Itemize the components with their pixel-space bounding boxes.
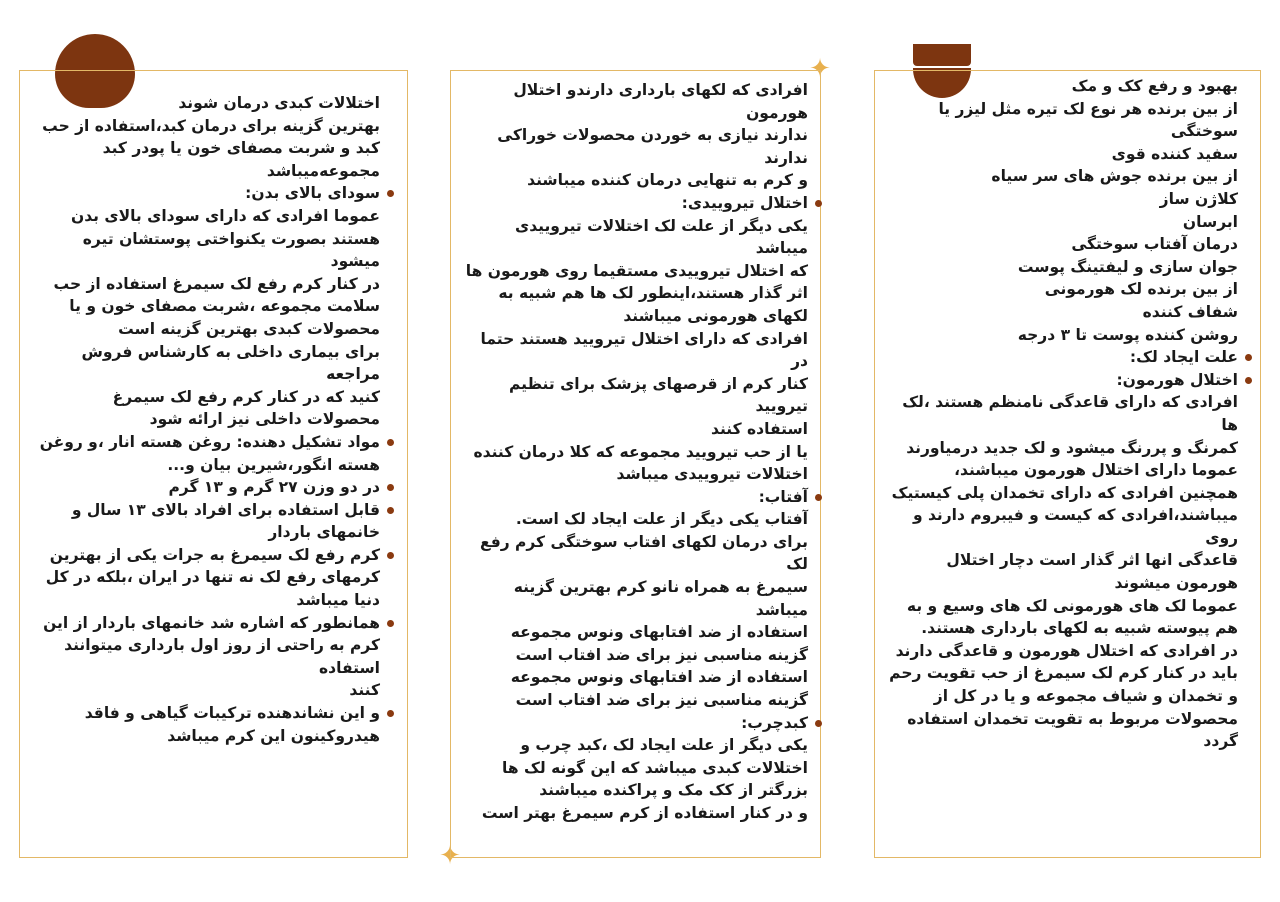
- section-heading-line: [885, 369, 1238, 392]
- line-text: دنیا میباشد: [296, 591, 380, 610]
- line-text: بزرگتر از کک مک و پراکنده میباشند: [539, 781, 808, 800]
- line-text: کرم رفع لک سیمرغ به جرات یکی از بهترین: [49, 545, 380, 564]
- text-line: [459, 508, 808, 531]
- text-line: [30, 634, 380, 679]
- line-text: سلامت مجموعه ،شربت مصفای خون و یا: [69, 297, 380, 316]
- text-line: [30, 454, 380, 477]
- section-heading: مواد تشکیل دهنده:: [236, 432, 380, 451]
- line-text: روغن هسته انار ،و روغن: [39, 432, 237, 451]
- text-line: [459, 260, 808, 283]
- text-line: [30, 612, 380, 635]
- text-line: [459, 734, 808, 757]
- line-text: در دو وزن ۲۷ گرم و ۱۳ گرم: [168, 478, 380, 497]
- text-line: [885, 549, 1238, 572]
- text-line: [459, 237, 808, 260]
- section-heading-line: [885, 346, 1238, 369]
- line-text: کبد و شربت مصفای خون یا پودر کبد: [102, 139, 380, 158]
- text-line: [459, 757, 808, 780]
- line-text: اختلالات تیروییدی میباشد: [616, 465, 808, 484]
- text-line: [30, 115, 380, 138]
- line-text: استفاده از ضد افتابهای ونوس مجموعه: [510, 668, 808, 687]
- line-text: همچنین افرادی که دارای تخمدان پلی کیستیک: [891, 483, 1238, 502]
- text-line: [30, 318, 380, 341]
- text-line: [885, 278, 1238, 301]
- line-text: یا از حب تیرویید مجموعه که کلا درمان کننده: [473, 442, 808, 461]
- line-text: همانطور که اشاره شد خانمهای باردار از این: [43, 613, 380, 632]
- text-line: [885, 120, 1238, 143]
- line-text: قابل استفاده برای افراد بالای ۱۳ سال و: [71, 500, 380, 519]
- line-text: ندارند نیازی به خوردن محصولات خوراکی ندارند: [497, 126, 808, 167]
- line-text: قاعدگی انها اثر گذار است دچار اختلال: [946, 551, 1238, 570]
- text-line: [30, 386, 380, 409]
- line-text: و در کنار استفاده از کرم سیمرغ بهتر است: [481, 804, 808, 822]
- line-text: استفاده کنند: [711, 419, 808, 438]
- text-line: [30, 341, 380, 386]
- sparkle-icon: ✦: [809, 54, 831, 84]
- line-text: کنید که در کنار کرم رفع لک سیمرغ: [112, 387, 380, 406]
- text-line: [459, 779, 808, 802]
- line-text: اختلالات کبدی میباشد که این گونه لک ها: [502, 758, 808, 777]
- text-line: [459, 531, 808, 576]
- line-text: بهترین گزینه برای درمان کبد،استفاده از حب: [42, 116, 380, 135]
- line-text: برای درمان لکهای افتاب سوختگی کرم رفع لک: [480, 532, 808, 574]
- line-text: محصولات کبدی بهترین گزینه است: [118, 319, 380, 338]
- text-line: [885, 640, 1238, 663]
- line-text: شفاف کننده: [1142, 302, 1238, 321]
- line-text: کلاژن ساز: [1159, 189, 1238, 208]
- line-text: خانمهای باردار: [268, 523, 380, 542]
- line-text: افرادی که دارای اختلال تیرویید هستند حتما در: [480, 329, 808, 371]
- line-text: اثر گذار هستند،اینطور لک ها هم شبیه به: [498, 284, 808, 303]
- line-text: محصولات داخلی نیز ارائه شود: [149, 410, 380, 429]
- section-heading: اختلال تیروییدی:: [681, 193, 808, 212]
- line-text: کرمهای رفع لک نه تنها در ایران ،بلکه در کل: [45, 568, 380, 587]
- line-text: از بین برنده هر نوع لک تیره مثل لیزر یا: [938, 99, 1238, 118]
- line-text: هم پیوسته شبیه به لکهای بارداری هستند.: [921, 619, 1238, 638]
- text-line: [459, 305, 808, 328]
- text-line: [30, 544, 380, 567]
- line-text: برای بیماری داخلی به کارشناس فروش مراجعه: [81, 342, 380, 384]
- right-column: [874, 70, 1261, 858]
- section-heading: علت ایجاد لک:: [1129, 348, 1238, 367]
- line-text: هورمون میشوند: [1114, 574, 1238, 593]
- line-text: سیمرغ به همراه نانو کرم بهترین گزینه میباشد: [513, 578, 808, 619]
- text-line: [885, 391, 1238, 436]
- text-line: [459, 666, 808, 689]
- line-text: و کرم به تنهایی درمان کننده میباشند: [527, 171, 808, 190]
- text-line: [459, 215, 808, 238]
- text-line: [885, 482, 1238, 505]
- section-heading-line: [30, 182, 380, 205]
- line-text: بهبود و رفع کک و مک: [1071, 77, 1238, 95]
- line-text: هستند بصورت یکنواختی پوستشان تیره میشود: [82, 229, 380, 271]
- text-line: [459, 418, 808, 441]
- line-text: هیدروکینون این کرم میباشد: [167, 726, 380, 745]
- text-line: [459, 689, 808, 712]
- line-text: باید در کنار کرم لک سیمرغ از حب تقویت رحم: [889, 664, 1238, 683]
- line-text: استفاده از ضد افتابهای ونوس مجموعه: [510, 623, 808, 642]
- line-text: افرادی که لکهای بارداری دارندو اختلال هورمون: [513, 81, 808, 122]
- text-line: [459, 576, 808, 621]
- line-text: میباشند،افرادی که کیست و فیبروم دارند و روی: [912, 506, 1238, 547]
- section-heading-line: [30, 431, 380, 454]
- line-text: سفید کننده قوی: [1111, 144, 1238, 163]
- line-text: یکی دیگر از علت لک اختلالات تیروییدی: [514, 216, 808, 235]
- text-line: [885, 98, 1238, 121]
- line-text: مجموعه‌میباشد: [266, 161, 380, 180]
- text-line: [885, 459, 1238, 482]
- text-line: [30, 476, 380, 499]
- text-line: [885, 188, 1238, 211]
- text-line: [30, 499, 380, 522]
- text-line: [30, 725, 380, 748]
- text-line: [885, 256, 1238, 279]
- line-text: که اختلال تیروییدی مستقیما روی هورمون ها: [465, 261, 808, 280]
- line-text: عموما لک های هورمونی لک های وسیع و به: [906, 596, 1238, 615]
- line-text: سوختگی: [1170, 122, 1238, 141]
- text-line: [30, 702, 380, 725]
- text-line: [459, 644, 808, 667]
- line-text: ابرسان: [1182, 212, 1238, 231]
- text-line: [459, 441, 808, 464]
- text-line: [459, 621, 808, 644]
- text-line: [885, 730, 1238, 753]
- text-line: [885, 617, 1238, 640]
- text-line: [885, 301, 1238, 324]
- line-text: یکی دیگر از علت ایجاد لک ،کبد چرب و: [520, 736, 808, 755]
- sparkle-icon: ✦: [439, 841, 461, 871]
- left-column: [19, 70, 408, 858]
- middle-column: [450, 70, 821, 858]
- line-text: عموما دارای اختلال هورمون میباشند،: [954, 461, 1238, 480]
- text-line: [459, 169, 808, 192]
- text-line: [885, 595, 1238, 618]
- line-text: درمان آفتاب سوختگی: [1071, 235, 1238, 254]
- line-text: گردد: [1203, 732, 1238, 751]
- text-line: [885, 324, 1238, 347]
- text-line: [885, 211, 1238, 234]
- line-text: گزینه مناسبی نیز برای ضد افتاب است: [515, 691, 808, 710]
- line-text: اختلالات کبدی درمان شوند: [178, 94, 380, 112]
- line-text: افرادی که دارای قاعدگی نامنظم هستند ،لک ها: [902, 393, 1238, 434]
- section-heading-line: [459, 192, 808, 215]
- text-line: [30, 160, 380, 183]
- text-line: [885, 662, 1238, 685]
- half-circle-icon: [55, 34, 135, 74]
- section-heading: آفتاب:: [758, 487, 808, 506]
- text-line: [885, 143, 1238, 166]
- line-text: از بین برنده لک هورمونی: [1044, 280, 1238, 299]
- line-text: روشن کننده پوست تا ۳ درجه: [1017, 325, 1238, 344]
- text-line: [459, 79, 808, 124]
- text-line: [459, 373, 808, 418]
- text-line: [30, 295, 380, 318]
- line-text: گزینه مناسبی نیز برای ضد افتاب است: [515, 645, 808, 664]
- line-text: از بین برنده جوش های سر سیاه: [991, 167, 1238, 186]
- section-heading: سودای بالای بدن:: [245, 184, 380, 203]
- section-heading: کبدچرب:: [741, 713, 808, 732]
- text-line: [459, 328, 808, 373]
- line-text: جوان سازی و لیفتینگ پوست: [1017, 257, 1238, 276]
- line-text: هسته انگور،شیرین بیان و...: [167, 455, 380, 474]
- text-line: [885, 437, 1238, 460]
- text-line: [885, 233, 1238, 256]
- text-line: [30, 408, 380, 431]
- text-line: [459, 124, 808, 169]
- section-heading-line: [459, 712, 808, 735]
- line-text: محصولات مربوط به تقویت تخمدان استفاده: [907, 709, 1238, 728]
- text-line: [30, 92, 380, 115]
- text-line: [459, 463, 808, 486]
- text-line: [459, 282, 808, 305]
- line-text: در کنار کرم رفع لک سیمرغ استفاده از حب: [53, 274, 380, 293]
- text-line: [30, 589, 380, 612]
- line-text: عموما افرادی که دارای سودای بالای بدن: [70, 206, 380, 225]
- text-line: [30, 566, 380, 589]
- rectangle-icon: [913, 44, 971, 66]
- text-line: [30, 137, 380, 160]
- line-text: آفتاب یکی دیگر از علت ایجاد لک است.: [515, 510, 808, 529]
- text-line: [30, 679, 380, 702]
- text-line: [885, 165, 1238, 188]
- line-text: و تخمدان و شیاف مجموعه و یا در کل از: [933, 687, 1238, 706]
- line-text: کنند: [349, 681, 380, 700]
- section-heading-line: [459, 486, 808, 509]
- line-text: میباشد: [755, 239, 808, 258]
- text-line: [30, 273, 380, 296]
- line-text: لکهای هورمونی میباشند: [623, 306, 808, 325]
- text-line: [885, 685, 1238, 708]
- line-text: و این نشاندهنده ترکیبات گیاهی و فاقد: [84, 704, 380, 723]
- line-text: کرم به راحتی از روز اول بارداری میتوانند استفاده: [64, 636, 380, 677]
- text-line: [30, 228, 380, 273]
- text-line: [30, 205, 380, 228]
- line-text: کمرنگ و پررنگ میشود و لک جدید درمیاورند: [906, 438, 1238, 457]
- text-line: [885, 75, 1238, 98]
- text-line: [885, 504, 1238, 549]
- line-text: در افرادی که اختلال هورمون و قاعدگی دارند: [895, 641, 1238, 660]
- text-line: [30, 521, 380, 544]
- section-heading: اختلال هورمون:: [1116, 370, 1238, 389]
- text-line: [885, 572, 1238, 595]
- text-line: [459, 802, 808, 825]
- line-text: کنار کرم از قرصهای پزشک برای تنظیم تیرویید: [508, 374, 808, 416]
- text-line: [885, 708, 1238, 731]
